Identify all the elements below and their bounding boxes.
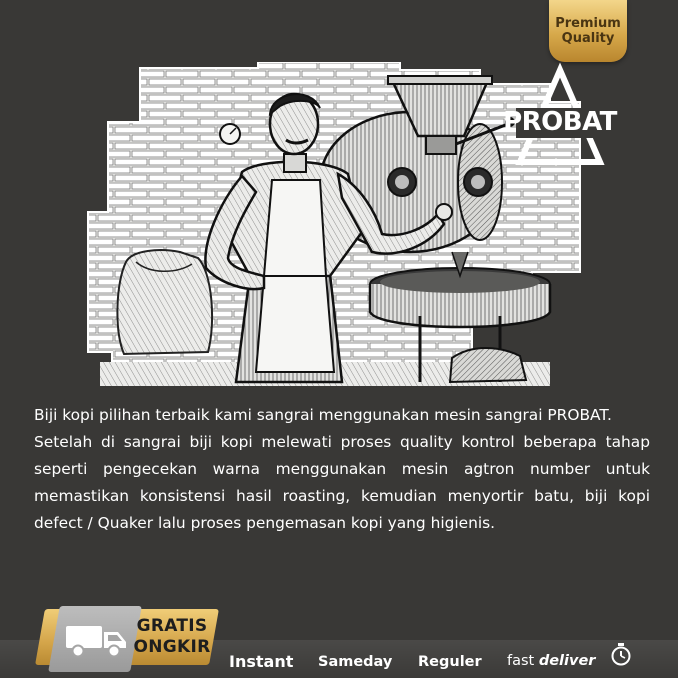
shipping-reguler-label: Reguler bbox=[418, 654, 482, 670]
coffee-sack bbox=[117, 250, 212, 354]
gratis-ongkir-badge bbox=[40, 606, 214, 672]
truck-icon bbox=[64, 620, 130, 660]
fast-delivery-prefix: fast bbox=[507, 653, 539, 669]
shipping-instant-label: Instant bbox=[229, 652, 294, 671]
description-paragraph-2: Setelah di sangrai biji kopi melewati proses quality kontrol beberapa tahap seperti pengecekan warna menggunakan mesin agtron number untuk memastikan konsistensi hasil roasting, kemudian menyortir batu, biji kopi defect / Quaker lalu proses pengemasan kopi yang higienis. bbox=[34, 433, 650, 532]
stopwatch-icon bbox=[610, 643, 632, 667]
product-description bbox=[34, 402, 650, 537]
premium-quality-badge bbox=[549, 0, 627, 62]
fast-delivery-suffix: deliver bbox=[538, 653, 596, 669]
roaster-illustration bbox=[80, 62, 640, 392]
description-paragraph-1: Biji kopi pilihan terbaik kami sangrai menggunakan mesin sangrai PROBAT. bbox=[34, 406, 612, 424]
badge-line-1: Premium bbox=[555, 16, 621, 31]
shipping-sameday-label: Sameday bbox=[318, 654, 393, 670]
probat-logo-text: PROBAT bbox=[503, 107, 617, 137]
gratis-ongkir-text bbox=[132, 616, 212, 658]
badge-line-2: Quality bbox=[561, 31, 615, 46]
ongkir-label: ONGKIR bbox=[133, 637, 211, 657]
fast-delivery-label bbox=[507, 653, 595, 669]
gratis-label: GRATIS bbox=[136, 616, 208, 636]
